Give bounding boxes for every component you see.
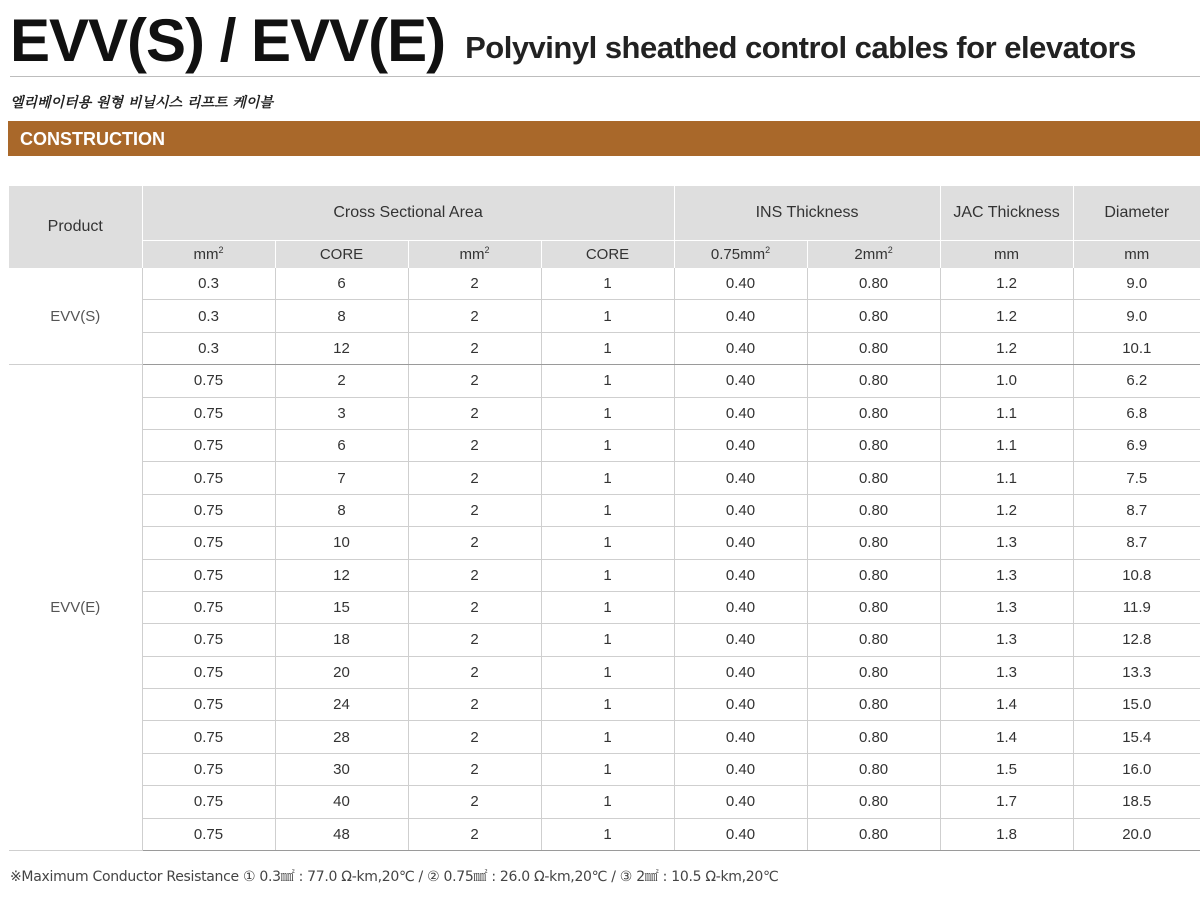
construction-table [9, 186, 1200, 851]
subheader-mm2-b [408, 241, 541, 269]
cell-core-a: 24 [275, 689, 408, 721]
cell-ins-2: 0.80 [807, 300, 940, 332]
subheader-ins-075-sup: 2 [765, 245, 771, 255]
subheader-ins-2-base: 2mm [854, 246, 888, 263]
subheader-mm2-a [142, 241, 275, 269]
cell-mm2-a: 0.75 [142, 591, 275, 623]
cell-mm2-a: 0.75 [142, 429, 275, 461]
cell-jac: 1.0 [940, 365, 1073, 397]
cell-ins-075: 0.40 [674, 656, 807, 688]
table-row [9, 786, 1200, 818]
cell-jac: 1.3 [940, 591, 1073, 623]
cell-core-a: 2 [275, 365, 408, 397]
cell-ins-2: 0.80 [807, 429, 940, 461]
cell-jac: 1.3 [940, 656, 1073, 688]
cell-jac: 1.3 [940, 624, 1073, 656]
cell-core-a: 18 [275, 624, 408, 656]
cell-mm2-a: 0.75 [142, 494, 275, 526]
cell-ins-075: 0.40 [674, 365, 807, 397]
cell-core-b: 1 [541, 268, 674, 300]
subheader-ins-075-base: 0.75mm [710, 246, 766, 263]
cell-ins-075: 0.40 [674, 721, 807, 753]
cell-mm2-b: 2 [408, 365, 541, 397]
cell-mm2-a: 0.75 [142, 753, 275, 785]
cell-mm2-a: 0.75 [142, 559, 275, 591]
product-name-cell: EVV(E) [9, 365, 142, 851]
subheader-ins-2-sup: 2 [887, 245, 893, 255]
cell-diameter: 6.8 [1073, 397, 1200, 429]
cell-core-b: 1 [541, 527, 674, 559]
cell-core-b: 1 [541, 753, 674, 785]
cell-core-a: 8 [275, 300, 408, 332]
cell-ins-2: 0.80 [807, 786, 940, 818]
cell-ins-075: 0.40 [674, 332, 807, 364]
cell-diameter: 8.7 [1073, 527, 1200, 559]
cell-mm2-a: 0.75 [142, 397, 275, 429]
cell-ins-2: 0.80 [807, 624, 940, 656]
cell-mm2-b: 2 [408, 721, 541, 753]
table-row [9, 818, 1200, 850]
cell-core-a: 6 [275, 429, 408, 461]
cell-ins-075: 0.40 [674, 462, 807, 494]
cell-mm2-b: 2 [408, 818, 541, 850]
page-subtitle: Polyvinyl sheathed control cables for elevators [465, 30, 1136, 65]
table-row [9, 527, 1200, 559]
cell-mm2-b: 2 [408, 689, 541, 721]
cell-jac: 1.8 [940, 818, 1073, 850]
table-row [9, 429, 1200, 461]
cell-core-b: 1 [541, 656, 674, 688]
cell-mm2-b: 2 [408, 268, 541, 300]
table-row [9, 753, 1200, 785]
cell-mm2-a: 0.75 [142, 786, 275, 818]
cell-jac: 1.2 [940, 268, 1073, 300]
cell-core-a: 28 [275, 721, 408, 753]
cell-diameter: 15.0 [1073, 689, 1200, 721]
cell-core-b: 1 [541, 332, 674, 364]
page-title: EVV(S) / EVV(E) [10, 7, 446, 74]
cell-ins-2: 0.80 [807, 494, 940, 526]
korean-subtitle: 엘리베이터용 원형 비닐시스 리프트 케이블 [10, 95, 273, 111]
cell-diameter: 8.7 [1073, 494, 1200, 526]
table-row [9, 721, 1200, 753]
cell-mm2-b: 2 [408, 624, 541, 656]
cell-ins-075: 0.40 [674, 559, 807, 591]
cell-ins-2: 0.80 [807, 559, 940, 591]
table-row [9, 300, 1200, 332]
cell-mm2-b: 2 [408, 462, 541, 494]
cell-mm2-b: 2 [408, 332, 541, 364]
cell-diameter: 20.0 [1073, 818, 1200, 850]
cell-core-b: 1 [541, 429, 674, 461]
cell-jac: 1.2 [940, 300, 1073, 332]
cell-diameter: 11.9 [1073, 591, 1200, 623]
cell-core-a: 7 [275, 462, 408, 494]
cell-ins-075: 0.40 [674, 786, 807, 818]
cell-core-a: 12 [275, 332, 408, 364]
header-cross-sectional-area: Cross Sectional Area [142, 186, 674, 241]
cell-core-a: 12 [275, 559, 408, 591]
cell-diameter: 15.4 [1073, 721, 1200, 753]
cell-ins-2: 0.80 [807, 591, 940, 623]
cell-diameter: 16.0 [1073, 753, 1200, 785]
subheader-ins-075 [674, 241, 807, 269]
table-row [9, 494, 1200, 526]
subheader-ins-2 [807, 241, 940, 269]
cell-ins-2: 0.80 [807, 462, 940, 494]
cell-ins-2: 0.80 [807, 397, 940, 429]
subheader-mm2-b-base: mm [459, 246, 485, 263]
subheader-mm2-a-sup: 2 [218, 245, 224, 255]
cell-ins-2: 0.80 [807, 332, 940, 364]
cell-core-b: 1 [541, 591, 674, 623]
cell-jac: 1.3 [940, 527, 1073, 559]
cell-mm2-b: 2 [408, 429, 541, 461]
cell-mm2-a: 0.75 [142, 721, 275, 753]
cell-diameter: 13.3 [1073, 656, 1200, 688]
cell-ins-2: 0.80 [807, 268, 940, 300]
cell-ins-075: 0.40 [674, 689, 807, 721]
cell-ins-075: 0.40 [674, 268, 807, 300]
cell-mm2-b: 2 [408, 527, 541, 559]
cell-core-b: 1 [541, 786, 674, 818]
cell-core-a: 10 [275, 527, 408, 559]
cell-ins-075: 0.40 [674, 591, 807, 623]
table-row [9, 268, 1200, 300]
table-row [9, 656, 1200, 688]
title-divider [10, 76, 1200, 77]
cell-core-a: 15 [275, 591, 408, 623]
cell-diameter: 18.5 [1073, 786, 1200, 818]
cell-core-b: 1 [541, 624, 674, 656]
section-title: CONSTRUCTION [20, 129, 165, 149]
product-name-cell: EVV(S) [9, 268, 142, 365]
cell-mm2-b: 2 [408, 656, 541, 688]
subheader-core-b: CORE [541, 241, 674, 269]
cell-mm2-a: 0.3 [142, 332, 275, 364]
cell-ins-075: 0.40 [674, 494, 807, 526]
cell-core-a: 3 [275, 397, 408, 429]
cell-ins-075: 0.40 [674, 527, 807, 559]
cell-diameter: 7.5 [1073, 462, 1200, 494]
cell-mm2-a: 0.75 [142, 462, 275, 494]
cell-mm2-a: 0.75 [142, 656, 275, 688]
cell-mm2-b: 2 [408, 494, 541, 526]
cell-mm2-b: 2 [408, 300, 541, 332]
cell-mm2-b: 2 [408, 753, 541, 785]
cell-jac: 1.1 [940, 462, 1073, 494]
header-ins-thickness: INS Thickness [674, 186, 940, 241]
cell-mm2-a: 0.75 [142, 527, 275, 559]
cell-mm2-b: 2 [408, 786, 541, 818]
cell-ins-2: 0.80 [807, 656, 940, 688]
cell-core-a: 48 [275, 818, 408, 850]
title-row [10, 6, 1200, 74]
cell-ins-075: 0.40 [674, 397, 807, 429]
header-jac-thickness: JAC Thickness [940, 186, 1073, 241]
table-row [9, 591, 1200, 623]
section-header-bar [8, 121, 1200, 156]
table-row [9, 689, 1200, 721]
subheader-jac-unit: mm [940, 241, 1073, 269]
cell-core-b: 1 [541, 689, 674, 721]
cell-mm2-a: 0.75 [142, 818, 275, 850]
table-row [9, 365, 1200, 397]
cell-jac: 1.3 [940, 559, 1073, 591]
cell-ins-2: 0.80 [807, 365, 940, 397]
cell-diameter: 6.9 [1073, 429, 1200, 461]
cell-jac: 1.2 [940, 494, 1073, 526]
cell-core-b: 1 [541, 300, 674, 332]
cell-core-a: 40 [275, 786, 408, 818]
cell-diameter: 10.8 [1073, 559, 1200, 591]
cell-ins-075: 0.40 [674, 429, 807, 461]
cell-core-a: 30 [275, 753, 408, 785]
cell-ins-2: 0.80 [807, 527, 940, 559]
header-diameter: Diameter [1073, 186, 1200, 241]
cell-core-b: 1 [541, 818, 674, 850]
cell-jac: 1.5 [940, 753, 1073, 785]
cell-core-a: 20 [275, 656, 408, 688]
cell-core-b: 1 [541, 462, 674, 494]
table-row [9, 559, 1200, 591]
subheader-core-a: CORE [275, 241, 408, 269]
cell-diameter: 9.0 [1073, 268, 1200, 300]
cell-jac: 1.1 [940, 397, 1073, 429]
cell-ins-2: 0.80 [807, 689, 940, 721]
footnote: ※Maximum Conductor Resistance ① 0.3㎟ : 77.0 Ω-km,20℃ / ② 0.75㎟ : 26.0 Ω-km,20℃ / ③ 2㎟ : 10.5 Ω-km,20℃ [10, 869, 779, 885]
cell-jac: 1.1 [940, 429, 1073, 461]
cell-diameter: 10.1 [1073, 332, 1200, 364]
cell-diameter: 12.8 [1073, 624, 1200, 656]
subheader-mm2-b-sup: 2 [484, 245, 490, 255]
table-head [9, 186, 1200, 268]
cell-core-b: 1 [541, 494, 674, 526]
subheader-diameter-unit: mm [1073, 241, 1200, 269]
cell-core-a: 8 [275, 494, 408, 526]
cell-mm2-b: 2 [408, 591, 541, 623]
cell-core-a: 6 [275, 268, 408, 300]
cell-mm2-a: 0.75 [142, 624, 275, 656]
table-row [9, 332, 1200, 364]
cell-jac: 1.4 [940, 689, 1073, 721]
table-row [9, 624, 1200, 656]
cell-ins-075: 0.40 [674, 753, 807, 785]
subheader-mm2-a-base: mm [193, 246, 219, 263]
cell-ins-075: 0.40 [674, 300, 807, 332]
cell-core-b: 1 [541, 559, 674, 591]
cell-mm2-a: 0.75 [142, 365, 275, 397]
cell-mm2-a: 0.3 [142, 300, 275, 332]
cell-core-b: 1 [541, 397, 674, 429]
cell-mm2-a: 0.3 [142, 268, 275, 300]
table-row [9, 397, 1200, 429]
cell-diameter: 6.2 [1073, 365, 1200, 397]
cell-mm2-b: 2 [408, 397, 541, 429]
table-body [9, 268, 1200, 851]
cell-core-b: 1 [541, 365, 674, 397]
cell-ins-075: 0.40 [674, 624, 807, 656]
cell-ins-2: 0.80 [807, 818, 940, 850]
cell-core-b: 1 [541, 721, 674, 753]
cell-ins-075: 0.40 [674, 818, 807, 850]
cell-diameter: 9.0 [1073, 300, 1200, 332]
header-product: Product [9, 186, 142, 268]
cell-mm2-b: 2 [408, 559, 541, 591]
cell-mm2-a: 0.75 [142, 689, 275, 721]
table-row [9, 462, 1200, 494]
cell-jac: 1.7 [940, 786, 1073, 818]
cell-ins-2: 0.80 [807, 753, 940, 785]
cell-jac: 1.4 [940, 721, 1073, 753]
cell-jac: 1.2 [940, 332, 1073, 364]
cell-ins-2: 0.80 [807, 721, 940, 753]
